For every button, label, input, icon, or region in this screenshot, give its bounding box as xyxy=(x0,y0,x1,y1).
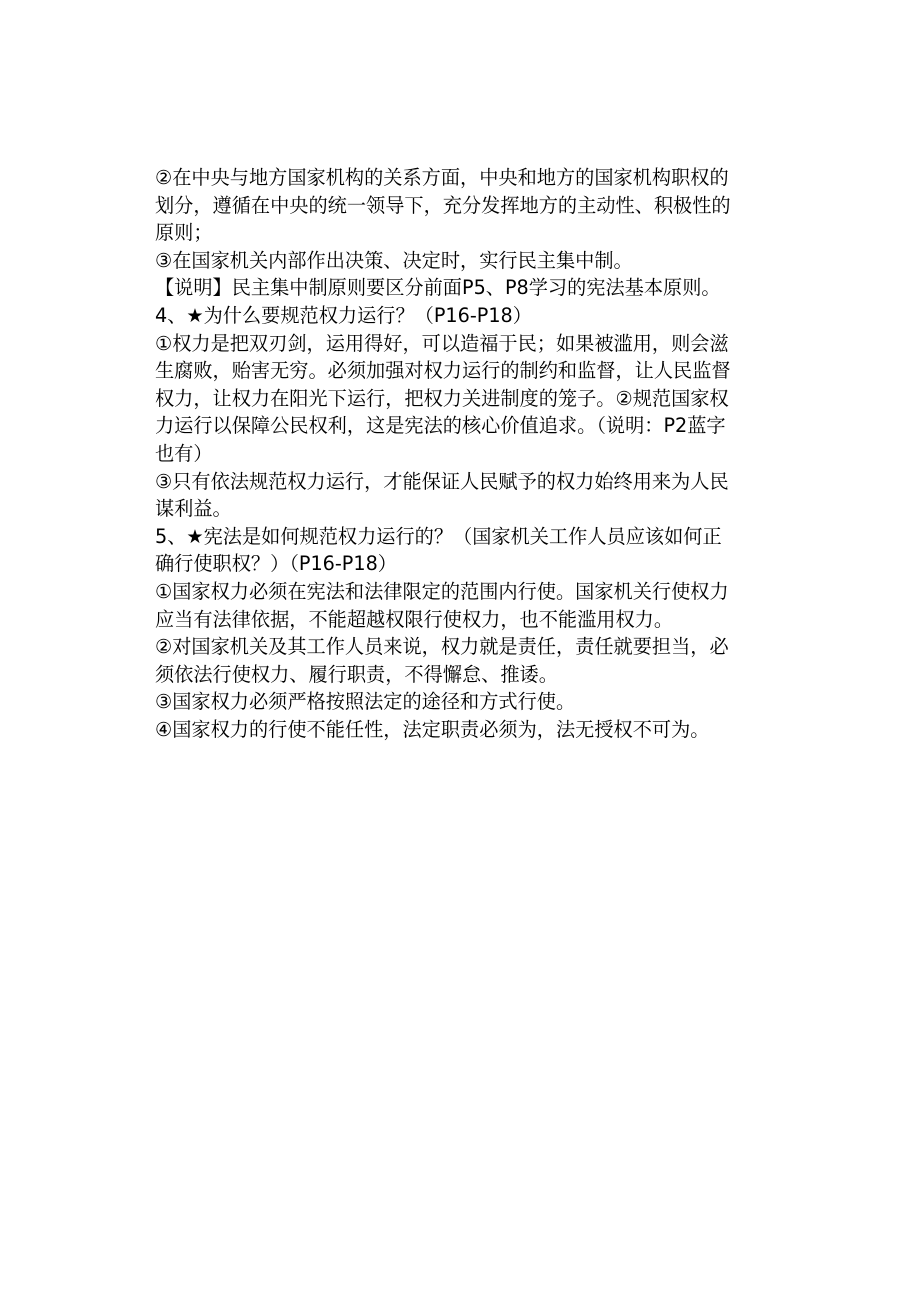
document-body xyxy=(155,164,765,743)
text-line: ④国家权力的行使不能任性，法定职责必须为，法无授权不可为。 xyxy=(155,717,710,741)
text-line: ②在中央与地方国家机构的关系方面，中央和地方的国家机构职权的 xyxy=(155,166,729,189)
question-heading-continued: 确行使职权？）（P16-P18） xyxy=(155,552,397,576)
text-line: 划分，遵循在中央的统一领导下，充分发挥地方的主动性、积极性的 xyxy=(155,193,731,217)
question-heading: 4、★为什么要规范权力运行？（P16-P18） xyxy=(155,303,532,327)
text-line: ③国家权力必须严格按照法定的途径和方式行使。 xyxy=(155,690,576,714)
text-line: ②对国家机关及其工作人员来说，权力就是责任，责任就要担当，必 xyxy=(155,635,729,659)
text-line: 须依法行使权力、履行职责，不得懈怠、推诿。 xyxy=(155,662,558,686)
text-line: ①国家权力必须在宪法和法律限定的范围内行使。国家机关行使权力 xyxy=(155,579,729,603)
text-line: 谋利益。 xyxy=(155,497,232,521)
text-line: 生腐败，贻害无穷。必须加强对权力运行的制约和监督，让人民监督 xyxy=(155,359,731,383)
question-heading: 5、★宪法是如何规范权力运行的？（国家机关工作人员应该如何正 xyxy=(155,524,722,548)
text-line: ③只有依法规范权力运行，才能保证人民赋予的权力始终用来为人民 xyxy=(155,469,729,493)
text-line: ③在国家机关内部作出决策、决定时，实行民主集中制。 xyxy=(155,248,633,272)
text-line: 也有） xyxy=(155,441,213,465)
text-line: 力运行以保障公民权利，这是宪法的核心价值追求。（说明：P2蓝字 xyxy=(155,414,726,438)
text-line: 权力，让权力在阳光下运行，把权力关进制度的笼子。②规范国家权 xyxy=(155,386,729,410)
text-line: 应当有法律依据，不能超越权限行使权力，也不能滥用权力。 xyxy=(155,607,674,631)
text-line: 原则； xyxy=(155,221,213,245)
text-line: ①权力是把双刃剑，运用得好，可以造福于民；如果被滥用，则会滋 xyxy=(155,331,729,355)
note-line: 【说明】民主集中制原则要区分前面P5、P8学习的宪法基本原则。 xyxy=(155,276,721,300)
